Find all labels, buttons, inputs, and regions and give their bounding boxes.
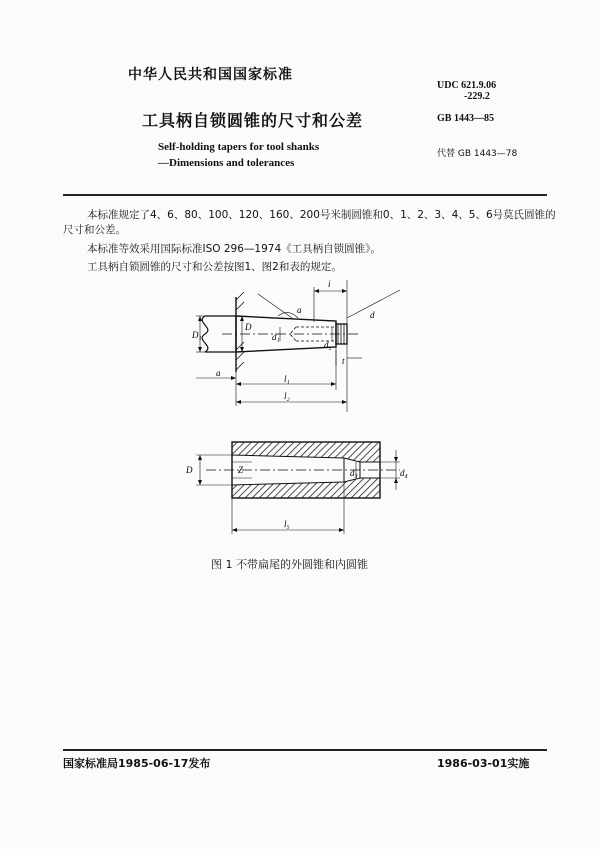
label-d1: d₁ xyxy=(272,332,280,342)
udc-code: UDC 621.9.06 xyxy=(437,80,497,91)
label-i: i xyxy=(328,279,331,289)
scope-paragraph-line1: 本标准规定了4、6、80、100、120、160、200号米制圆锥和0、1、2、3、4、5、6号莫氏圆锥的 xyxy=(87,209,556,221)
label-a-angle: a xyxy=(297,305,302,315)
effective-date: 1986-03-01实施 xyxy=(437,757,530,770)
internal-taper-view xyxy=(196,442,400,534)
label-a: a xyxy=(216,368,221,378)
udc-code-suffix: -229.2 xyxy=(464,91,490,102)
label-D1: D₁ xyxy=(192,330,202,340)
label-l1: l₁ xyxy=(284,374,290,384)
label-d: d xyxy=(370,310,375,320)
label-t: t xyxy=(342,356,345,366)
gb-number: GB 1443—85 xyxy=(437,113,494,124)
label-Z: Z xyxy=(238,465,244,475)
label-d4: d₄ xyxy=(400,468,408,478)
iso-equivalence-paragraph: 本标准等效采用国际标准ISO 296—1974《工具柄自锁圆锥》。 xyxy=(87,243,381,255)
label-l5: l₅ xyxy=(284,519,290,529)
label-l2: l₂ xyxy=(284,391,290,401)
figure-caption: 图 1 不带扁尾的外圆锥和内圆锥 xyxy=(211,558,368,571)
external-taper-view xyxy=(196,280,400,412)
footer-divider xyxy=(63,749,547,751)
issuing-country-title: 中华人民共和国国家标准 xyxy=(128,67,293,83)
label-D-lower: D xyxy=(186,465,193,475)
scope-paragraph-line2: 尺寸和公差。 xyxy=(63,224,126,236)
label-d2: d₂ xyxy=(324,340,332,350)
replaces-standard: 代替 GB 1443—78 xyxy=(437,149,518,159)
standard-title: 工具柄自锁圆锥的尺寸和公差 xyxy=(142,111,364,130)
issue-date: 国家标准局1985-06-17发布 xyxy=(63,757,211,770)
english-subtitle: —Dimensions and tolerances xyxy=(158,157,295,169)
english-title: Self-holding tapers for tool shanks xyxy=(158,141,320,153)
label-D: D xyxy=(245,322,252,332)
reference-paragraph: 工具柄自锁圆锥的尺寸和公差按图1、图2和表的规定。 xyxy=(87,261,342,273)
label-d3: d₃ xyxy=(350,468,358,478)
